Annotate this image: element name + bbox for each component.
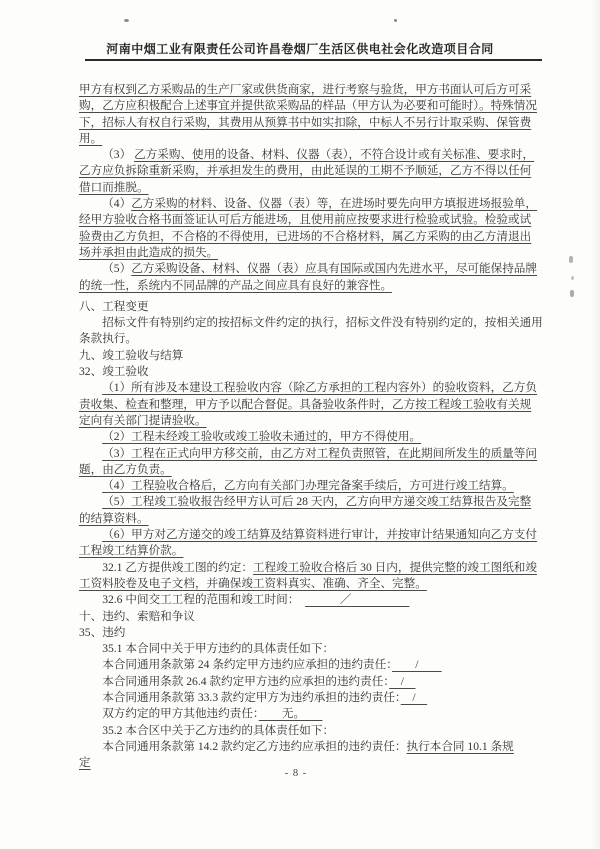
scan-speck <box>570 290 574 297</box>
document-body <box>79 82 547 771</box>
text-segment: （1）所有涉及本建设工程验收内容（除乙方承担的工程内容外）的验收资料，乙方负 <box>102 381 537 395</box>
text-segment: / <box>389 674 416 688</box>
text-line <box>79 364 547 380</box>
text-segment: 八、工程变更 <box>79 299 149 313</box>
text-segment: 工资料胶卷及电子文档，并确保竣工资料真实、准确、齐全、完整。 <box>79 576 427 590</box>
text-segment: 乙方采购的材料、设备、仪器（表）等，在进场时要先向甲方填报进场报验单， <box>131 197 537 211</box>
text-segment: 乙方采购、使用的设备、材料、仪器（表），不符合设计或有关标准、要求时， <box>134 148 535 162</box>
text-line <box>79 576 547 592</box>
text-segment: 的统一性，系统内不同品牌的产品之间应具有良好的兼容性。 <box>79 278 393 292</box>
text-line <box>79 674 547 690</box>
text-line <box>79 212 547 228</box>
text-line <box>79 413 547 429</box>
text-segment: 经甲方验收合格书面签证认可后方能进场，且使用前应按要求进行检验或试验。检验或试 <box>79 213 532 227</box>
text-line <box>79 462 547 478</box>
text-line <box>79 560 547 576</box>
text-line <box>79 690 547 706</box>
scan-edge-shadow <box>590 0 600 849</box>
text-segment: 的结算资料。 <box>79 511 149 525</box>
text-segment: 甲方有权到乙方采购品的生产厂家或供货商家，进行考察与验货，甲方书面认可后方可采 <box>79 83 532 96</box>
text-segment: 定向有关部门提请验收。 <box>79 413 207 427</box>
text-segment: （4） <box>102 197 132 211</box>
text-line <box>79 331 547 347</box>
text-line <box>79 163 547 179</box>
text-segment: 借口而推脱。 <box>79 180 149 194</box>
text-segment: 32、竣工验收 <box>79 365 149 379</box>
text-segment: 本合同通用条款第 33.3 款约定甲方为违约承担的违约责任： <box>102 690 401 704</box>
text-segment: 本合同通用条款 26.4 款约定甲方违约应承担的违约责任： <box>102 674 390 688</box>
text-segment: / <box>400 690 428 704</box>
text-line <box>79 82 547 98</box>
text-segment: 用。 <box>79 131 103 145</box>
scan-speck <box>569 256 573 263</box>
text-segment: 32.1 乙方提供竣工图的约定： <box>102 560 253 574</box>
text-segment: 乙方应负拆除重新采购，并承担发生的费用，由此延误的工期不予顺延，乙方不得以任何 <box>79 164 532 178</box>
text-segment: （4）工程验收合格后，乙方向有关部门办理完备案手续后，方可进行竣工结算。 <box>102 479 514 493</box>
text-segment: 题，由乙方负责。 <box>79 462 172 476</box>
text-segment: 乙方采购设备、材料、仪器（表）应具有国际或国内先进水平，尽可能保持品牌 <box>131 262 537 276</box>
text-segment: 招标文件有特别约定的按招标文件约定的执行，招标文件没有特别约定的，按相关通用 <box>102 316 543 330</box>
text-line <box>79 115 547 131</box>
text-line <box>79 446 547 462</box>
text-segment: 工程竣工验收合格后 30 日内，提供完整的竣工图纸和竣 <box>252 560 537 574</box>
text-line <box>79 380 547 396</box>
text-segment: 35.2 本合区中关于乙方违约的具体责任如下： <box>102 723 335 737</box>
text-segment: 购，乙方应积极配合上述事宜并提供欲采购品的样品（甲方认为必要和可能时）。特殊情况 <box>79 99 537 113</box>
text-segment: 35、违约 <box>79 625 126 639</box>
text-line <box>79 315 547 331</box>
text-segment: 执行本合同 10.1 条规 <box>406 739 514 753</box>
text-line <box>79 245 547 261</box>
text-line <box>79 723 547 739</box>
text-line <box>79 196 547 212</box>
text-segment: （5）工程竣工验收报告经甲方认可后 28 天内，乙方向甲方递交竣工结算报告及完整 <box>102 495 532 509</box>
text-line <box>79 641 547 657</box>
page-number: - 8 - <box>284 768 308 779</box>
text-segment: 责收集、检查和整理，甲方予以配合督促。具备验收条件时，乙方按工程竣工验收有关规 <box>79 397 532 411</box>
text-segment: （6）甲方对乙方递交的竣工结算及结算资料进行审计，并按审计结果通知向乙方支付 <box>102 528 537 542</box>
text-line <box>79 739 547 755</box>
text-segment: 无。 <box>258 707 323 721</box>
text-segment: / <box>392 658 442 672</box>
text-line <box>79 147 547 163</box>
text-segment: 下，招标人有权自行采购，其费用从预算书中如实扣除，中标人不另行计取采购、保管费 <box>79 115 532 129</box>
text-segment: 十、违约、索赔和争议 <box>79 609 195 623</box>
text-line <box>79 278 547 294</box>
text-line <box>79 478 547 494</box>
text-segment: 验费由乙方负担，不合格的不得使用，已进场的不合格材料，属乙方采购的由乙方清退出 <box>79 229 532 243</box>
text-segment: 本合同通用条款第 14.2 款约定乙方违约应承担的违约责任： <box>102 739 407 753</box>
scan-speck <box>571 276 574 280</box>
scan-speck <box>124 19 129 22</box>
text-segment: 条款执行。 <box>79 332 137 346</box>
text-line <box>79 625 547 641</box>
text-segment: 32.6 中间交工工程的范围和竣工时间： <box>102 593 306 607</box>
text-line <box>79 527 547 543</box>
page-header-title: 河南中烟工业有限责任公司许昌卷烟厂生活区供电社会化改造项目合同 <box>106 42 494 56</box>
text-line <box>79 657 547 673</box>
header-rule <box>85 59 542 61</box>
text-line <box>79 494 547 510</box>
text-segment: 定 <box>79 756 91 770</box>
text-segment: 本合同通用条款第 24 条约定甲方违约应承担的违约责任： <box>102 658 393 672</box>
text-line <box>79 429 547 445</box>
text-segment: ／ <box>305 593 410 607</box>
text-line <box>79 261 547 277</box>
text-segment: （5） <box>102 262 132 276</box>
text-line <box>79 348 547 364</box>
text-line <box>79 299 547 315</box>
text-line <box>79 543 547 559</box>
text-line <box>79 180 547 196</box>
text-line <box>79 397 547 413</box>
text-segment: （3） <box>102 148 135 162</box>
scan-speck <box>394 19 397 22</box>
text-line <box>79 98 547 114</box>
text-segment: 九、竣工验收与结算 <box>79 348 184 362</box>
text-line <box>79 592 547 608</box>
text-line <box>79 131 547 147</box>
text-segment: （3）工程在正式向甲方移交前，由乙方对工程负责照管，在此期间所发生的质量等问 <box>102 446 537 460</box>
text-line <box>79 706 547 722</box>
text-segment: 工程竣工结算价款。 <box>79 544 184 558</box>
text-line <box>79 609 547 625</box>
text-segment: 场并承担由此造成的损失。 <box>79 245 219 259</box>
text-segment: （2）工程未经竣工验收或竣工验收未通过的，甲方不得使用。 <box>102 430 422 444</box>
text-line <box>79 229 547 245</box>
text-line <box>79 511 547 527</box>
text-segment: 35.1 本合同中关于甲方违约的具体责任如下： <box>102 642 335 656</box>
text-segment: 双方约定的甲方其他违约责任： <box>102 707 259 721</box>
